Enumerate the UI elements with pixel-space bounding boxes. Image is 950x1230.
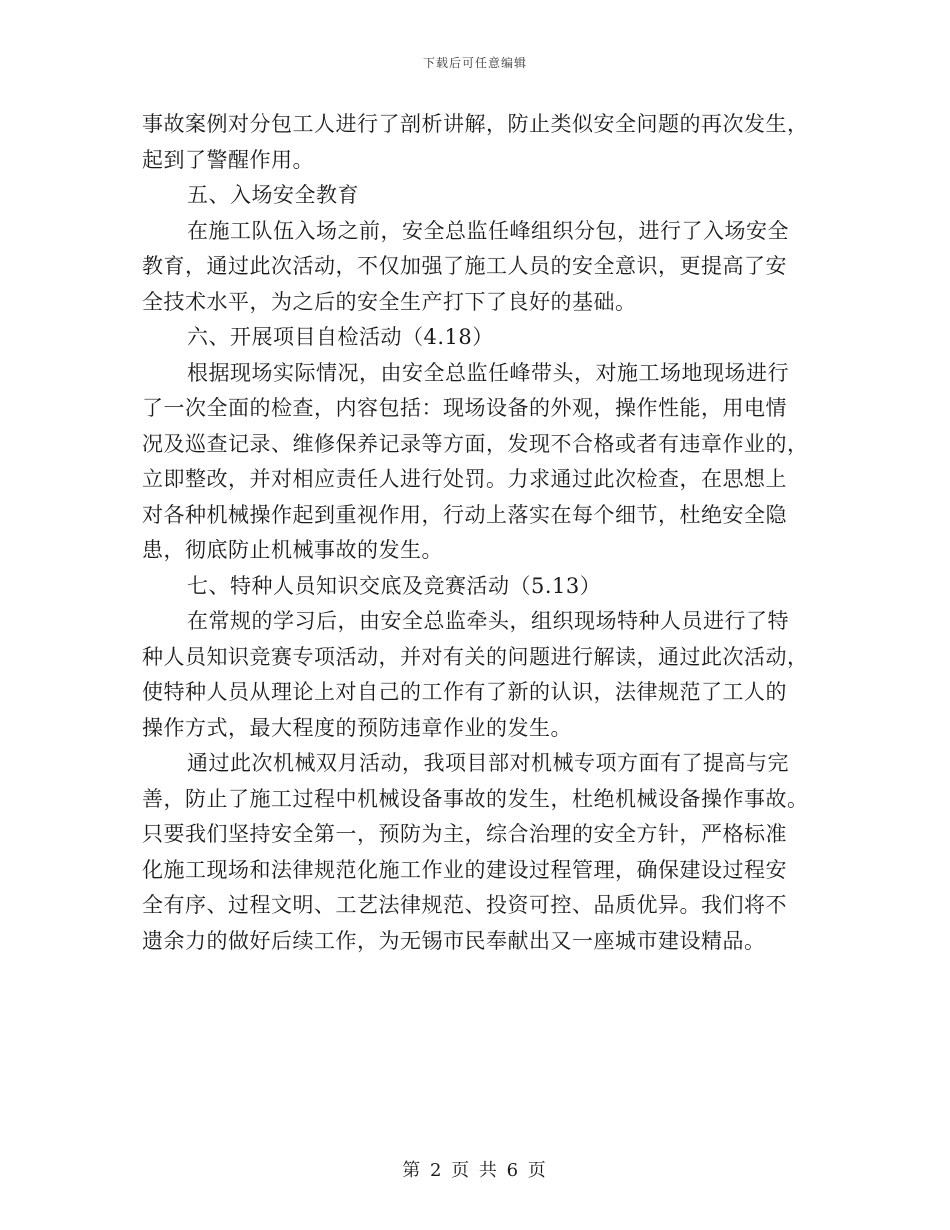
body-line: 全技术水平，为之后的安全生产打下了良好的基础。: [142, 289, 637, 314]
body-line: 善，防止了施工过程中机械设备事故的发生，杜绝机械设备操作事故。: [142, 786, 809, 811]
section-heading: 六、开展项目自检活动（4.18）: [187, 325, 494, 349]
section-heading: 七、特种人员知识交底及竞赛活动（5.13）: [187, 573, 602, 598]
body-line: 化施工现场和法律规范化施工作业的建设过程管理，确保建设过程安: [142, 857, 787, 882]
body-line: 在施工队伍入场之前，安全总监任峰组织分包，进行了入场安全: [187, 218, 789, 243]
body-line: 对各种机械操作起到重视作用，行动上落实在每个细节，杜绝安全隐: [142, 502, 787, 527]
body-line: 患，彻底防止机械事故的发生。: [142, 538, 443, 562]
body-line: 根据现场实际情况，由安全总监任峰带头，对施工场地现场进行: [187, 360, 789, 385]
body-line: 教育，通过此次活动，不仅加强了施工人员的安全意识，更提高了安: [142, 254, 787, 278]
body-line: 事故案例对分包工人进行了剖析讲解，防止类似安全问题的再次发生，: [142, 112, 809, 136]
document-body: [142, 107, 810, 959]
body-line: 使特种人员从理论上对自己的工作有了新的认识，法律规范了工人的: [142, 680, 787, 704]
body-line: 种人员知识竞赛专项活动，并对有关的问题进行解读，通过此次活动，: [142, 644, 809, 669]
body-line: 立即整改，并对相应责任人进行处罚。力求通过此次检查，在思想上: [142, 467, 787, 491]
body-line: 遗余力的做好后续工作，为无锡市民奉献出又一座城市建设精品。: [142, 928, 766, 953]
body-line: 在常规的学习后，由安全总监牵头，组织现场特种人员进行了特: [187, 609, 789, 633]
body-line: 起到了警醒作用。: [142, 147, 314, 172]
section-heading: 五、入场安全教育: [187, 183, 359, 207]
body-line: 操作方式，最大程度的预防违章作业的发生。: [142, 715, 572, 740]
page-number: 第 2 页 共 6 页: [402, 1160, 548, 1181]
body-line: 了一次全面的检查，内容包括：现场设备的外观，操作性能，用电情: [142, 396, 787, 420]
body-line: 只要我们坚持安全第一，预防为主，综合治理的安全方针，严格标准: [142, 822, 787, 846]
body-line: 全有序、过程文明、工艺法律规范、投资可控、品质优异。我们将不: [142, 893, 787, 917]
header-note: 下载后可任意编辑: [422, 56, 527, 70]
body-line: 况及巡查记录、维修保养记录等方面，发现不合格或者有违章作业的，: [142, 431, 809, 456]
body-line: 通过此次机械双月活动，我项目部对机械专项方面有了提高与完: [187, 751, 789, 775]
